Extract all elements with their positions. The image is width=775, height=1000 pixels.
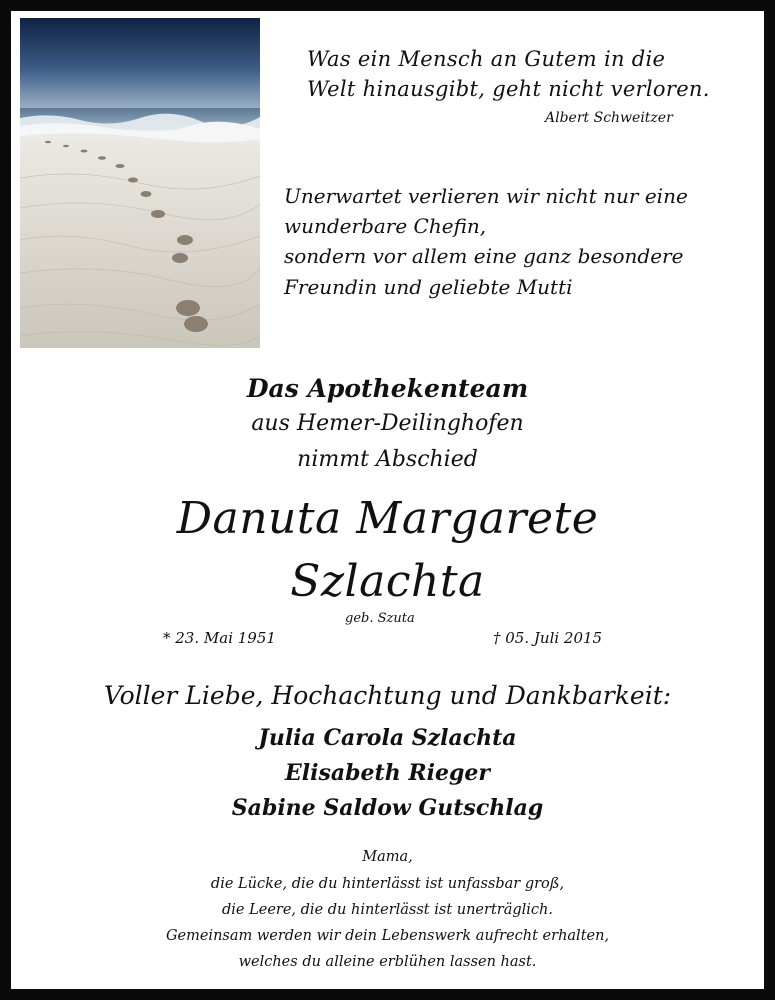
deceased-surname: Szlachta <box>290 556 485 607</box>
farewell-title: Das Apothekenteam <box>246 374 529 403</box>
mourner-name-3: Sabine Saldow Gutschlag <box>231 795 544 821</box>
mourner-name-1: Julia Carola Szlachta <box>258 725 517 751</box>
poem-line-1: Mama, <box>362 849 413 865</box>
quote-line-2: Welt hinausgibt, geht nicht verloren. <box>307 77 710 101</box>
poem-line-4: Gemeinsam werden wir dein Lebenswerk aufrecht erhalten, <box>165 928 610 944</box>
quote-line-1: Was ein Mensch an Gutem in die <box>307 47 666 71</box>
death-date: † 05. Juli 2015 <box>493 629 603 647</box>
birth-name: geb. Szuta <box>345 611 415 626</box>
deceased-given-names: Danuta Margarete <box>176 493 599 544</box>
beach-footprints-photo <box>20 18 260 348</box>
message-line-2: wunderbare Chefin, <box>284 214 487 238</box>
farewell-action: nimmt Abschied <box>297 447 478 472</box>
mourners-heading: Voller Liebe, Hochachtung und Dankbarkeit: <box>103 681 672 710</box>
birth-date: * 23. Mai 1951 <box>163 629 276 647</box>
message-line-3: sondern vor allem eine ganz besondere <box>284 244 684 268</box>
farewell-origin: aus Hemer-Deilinghofen <box>251 411 524 436</box>
poem-line-3: die Leere, die du hinterlässt ist unerträglich. <box>222 902 553 918</box>
quote-author: Albert Schweitzer <box>545 110 673 126</box>
poem-line-2: die Lücke, die du hinterlässt ist unfassbar groß, <box>210 876 565 892</box>
mourner-name-2: Elisabeth Rieger <box>285 760 490 786</box>
message-line-4: Freundin und geliebte Mutti <box>284 275 573 299</box>
poem-line-5: welches du alleine erblühen lassen hast. <box>238 954 537 970</box>
beach-footprints-image <box>20 18 260 348</box>
message-line-1: Unerwartet verlieren wir nicht nur eine <box>284 184 688 208</box>
